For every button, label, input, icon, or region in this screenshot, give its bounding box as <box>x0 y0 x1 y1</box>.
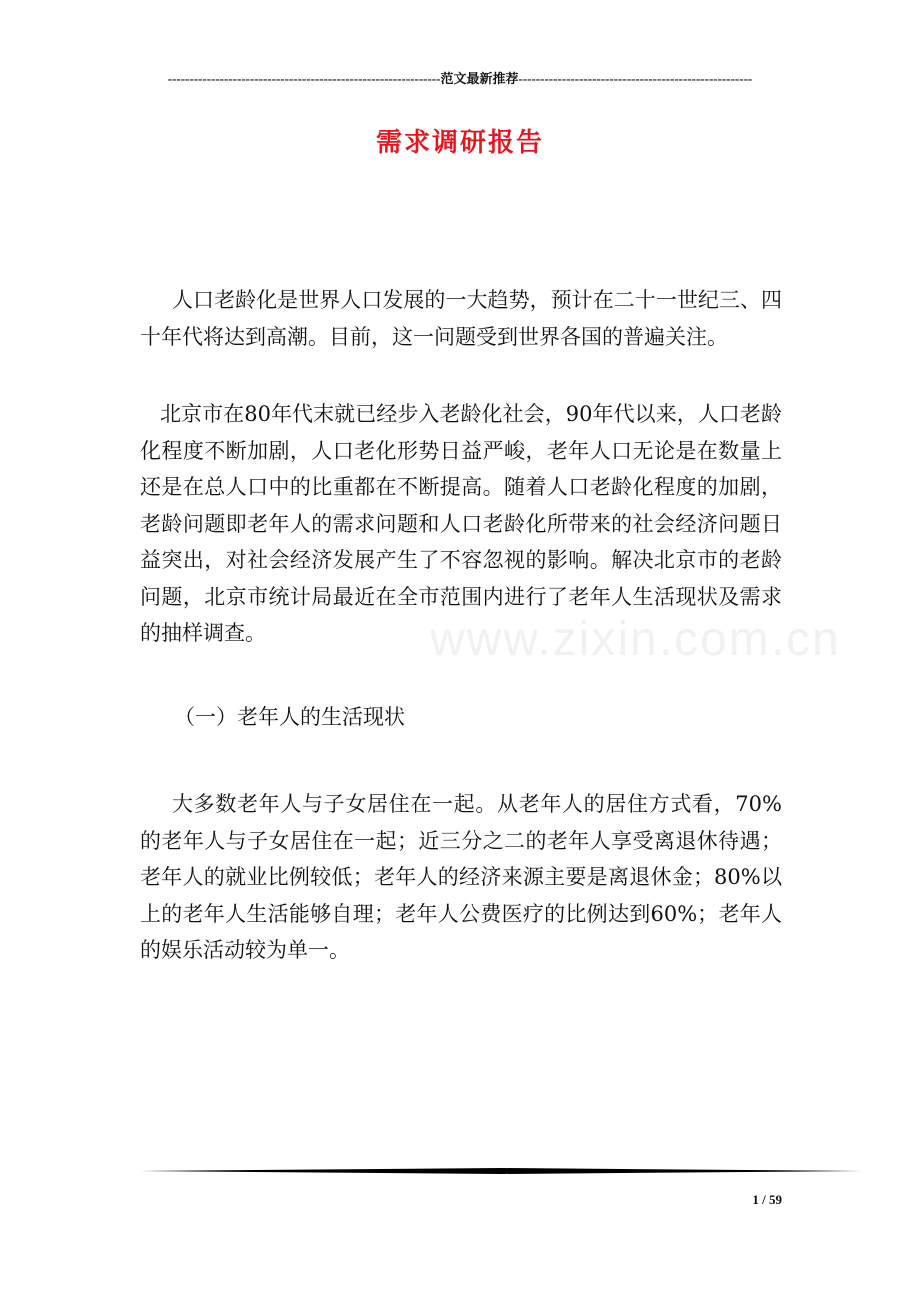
document-body <box>140 282 782 969</box>
header-banner: ---------------------------------------------------------------范文最新推荐------------------------------------------------------ <box>167 71 753 86</box>
paragraph-beijing: 北京市在80年代末就已经步入老龄化社会，90年代以来，人口老龄化程度不断加剧，人口老化形势日益严峻，老年人口无论是在数量上还是在总人口中的比重都在不断提高。随着人口老龄化程度的加剧，老龄问题即老年人的需求问题和人口老龄化所带来的社会经济问题日益突出，对社会经济发展产生了不容忽视的影响。解决北京市的老龄问题，北京市统计局最近在全市范围内进行了老年人生活现状及需求的抽样调查。 <box>140 402 782 645</box>
paragraph-intro: 人口老龄化是世界人口发展的一大趋势，预计在二十一世纪三、四十年代将达到高潮。目前，这一问题受到世界各国的普遍关注。 <box>140 288 782 349</box>
watermark: www.zixin.com.cn <box>430 613 841 666</box>
section-heading: （一）老年人的生活现状 <box>174 704 405 729</box>
paragraph-living-status: 大多数老年人与子女居住在一起。从老年人的居住方式看，70%的老年人与子女居住在一起；近三分之二的老年人享受离退休待遇；老年人的就业比例较低；老年人的经济来源主要是离退休金；80%以上的老年人生活能够自理；老年人公费医疗的比例达到60%；老年人的娱乐活动较为单一。 <box>140 792 782 962</box>
document-title: 需求调研报告 <box>375 128 544 158</box>
footer-rule <box>140 1168 862 1174</box>
page-number: 1 / 59 <box>752 1192 782 1207</box>
